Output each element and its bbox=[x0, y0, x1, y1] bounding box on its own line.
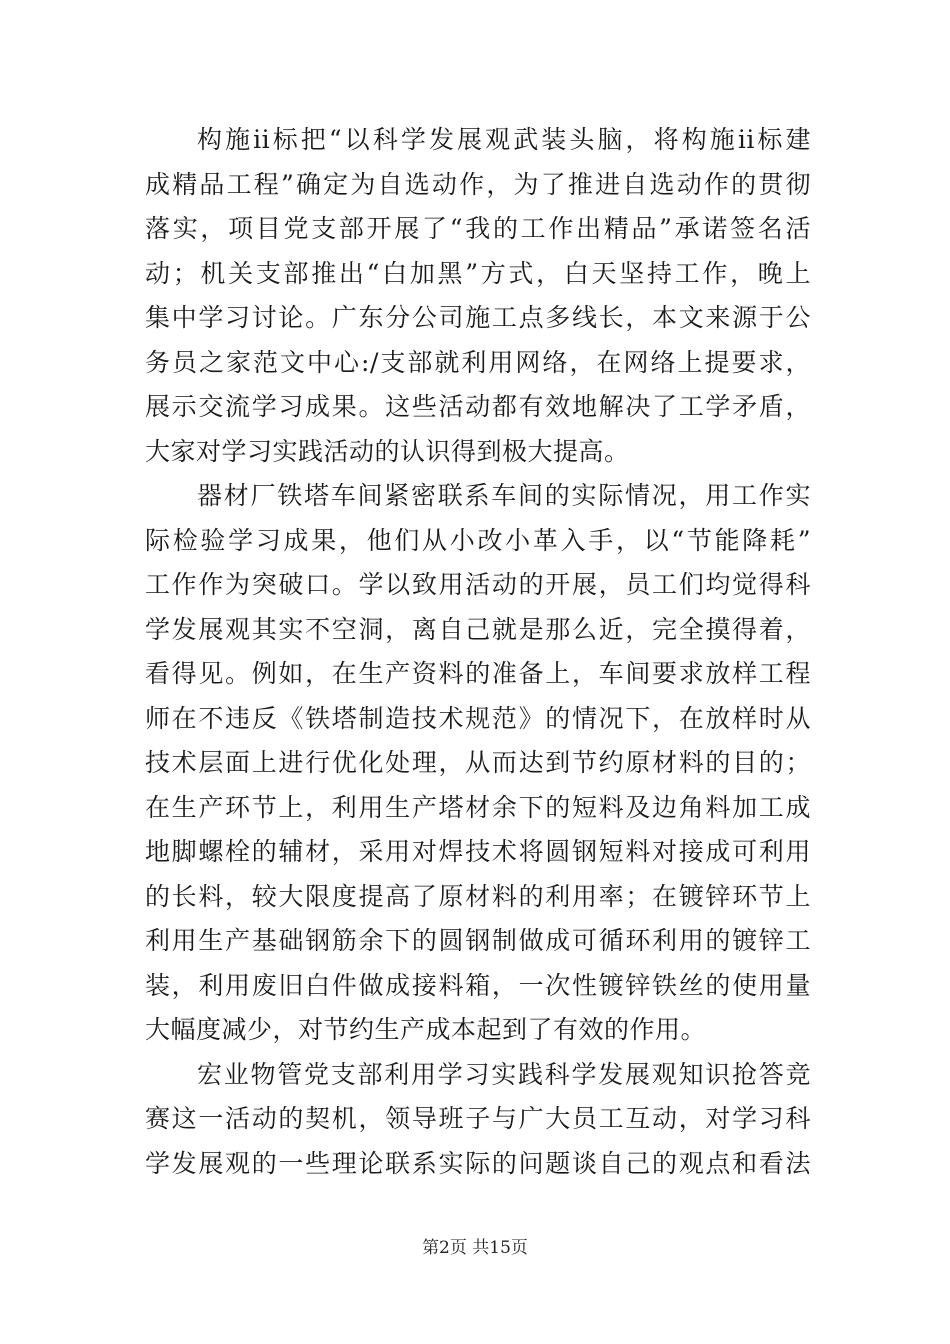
text-line: 学发展观的一些理论联系实际的问题谈自己的观点和看法 bbox=[145, 1148, 811, 1178]
text-line: 赛这一活动的契机，领导班子与广大员工互动，对学习科 bbox=[145, 1104, 811, 1133]
paragraph bbox=[145, 118, 811, 474]
text-line: 装，利用废旧白件做成接料箱，一次性镀锌铁丝的使用量 bbox=[145, 970, 811, 1000]
paragraph bbox=[145, 1053, 811, 1187]
text-line: 展示交流学习成果。这些活动都有效地解决了工学矛盾， bbox=[145, 392, 811, 421]
text-line: 构施ii标把“以科学发展观武装头脑，将构施ii标建 bbox=[197, 125, 811, 154]
text-line: 动；机关支部推出“白加黑”方式，白天坚持工作，晚上 bbox=[145, 258, 811, 288]
text-line: 的长料，较大限度提高了原材料的利用率；在镀锌环节上 bbox=[145, 881, 811, 911]
paragraph bbox=[145, 474, 811, 1053]
text-line: 宏业物管党支部利用学习实践科学发展观知识抢答竞 bbox=[197, 1059, 811, 1089]
text-line: 落实，项目党支部开展了“我的工作出精品”承诺签名活 bbox=[145, 214, 811, 243]
text-line: 工作作为突破口。学以致用活动的开展，员工们均觉得科 bbox=[145, 570, 811, 599]
text-line: 集中学习讨论。广东分公司施工点多线长，本文来源于公 bbox=[145, 303, 811, 332]
text-line: 技术层面上进行优化处理，从而达到节约原材料的目的； bbox=[145, 748, 811, 777]
text-line: 师在不违反《铁塔制造技术规范》的情况下，在放样时从 bbox=[145, 703, 811, 733]
text-line: 看得见。例如，在生产资料的准备上，车间要求放样工程 bbox=[145, 659, 811, 688]
text-line: 大家对学习实践活动的认识得到极大提高。 bbox=[145, 436, 630, 466]
text-line: 在生产环节上，利用生产塔材余下的短料及边角料加工成 bbox=[145, 792, 811, 822]
document-body bbox=[145, 118, 811, 1186]
page-number-footer: 第2页 共15页 bbox=[422, 1238, 528, 1258]
text-line: 务员之家范文中心:/支部就利用网络，在网络上提要求， bbox=[145, 347, 811, 377]
text-line: 学发展观其实不空洞，离自己就是那么近，完全摸得着， bbox=[145, 614, 811, 644]
text-line: 大幅度减少，对节约生产成本起到了有效的作用。 bbox=[145, 1015, 707, 1044]
text-line: 器材厂铁塔车间紧密联系车间的实际情况，用工作实 bbox=[197, 481, 811, 510]
text-line: 际检验学习成果，他们从小改小革入手，以“节能降耗” bbox=[145, 525, 811, 555]
text-line: 利用生产基础钢筋余下的圆钢制做成可循环利用的镀锌工 bbox=[145, 926, 811, 955]
text-line: 成精品工程”确定为自选动作，为了推进自选动作的贯彻 bbox=[145, 169, 811, 199]
text-line: 地脚螺栓的辅材，采用对焊技术将圆钢短料对接成可利用 bbox=[145, 837, 811, 866]
